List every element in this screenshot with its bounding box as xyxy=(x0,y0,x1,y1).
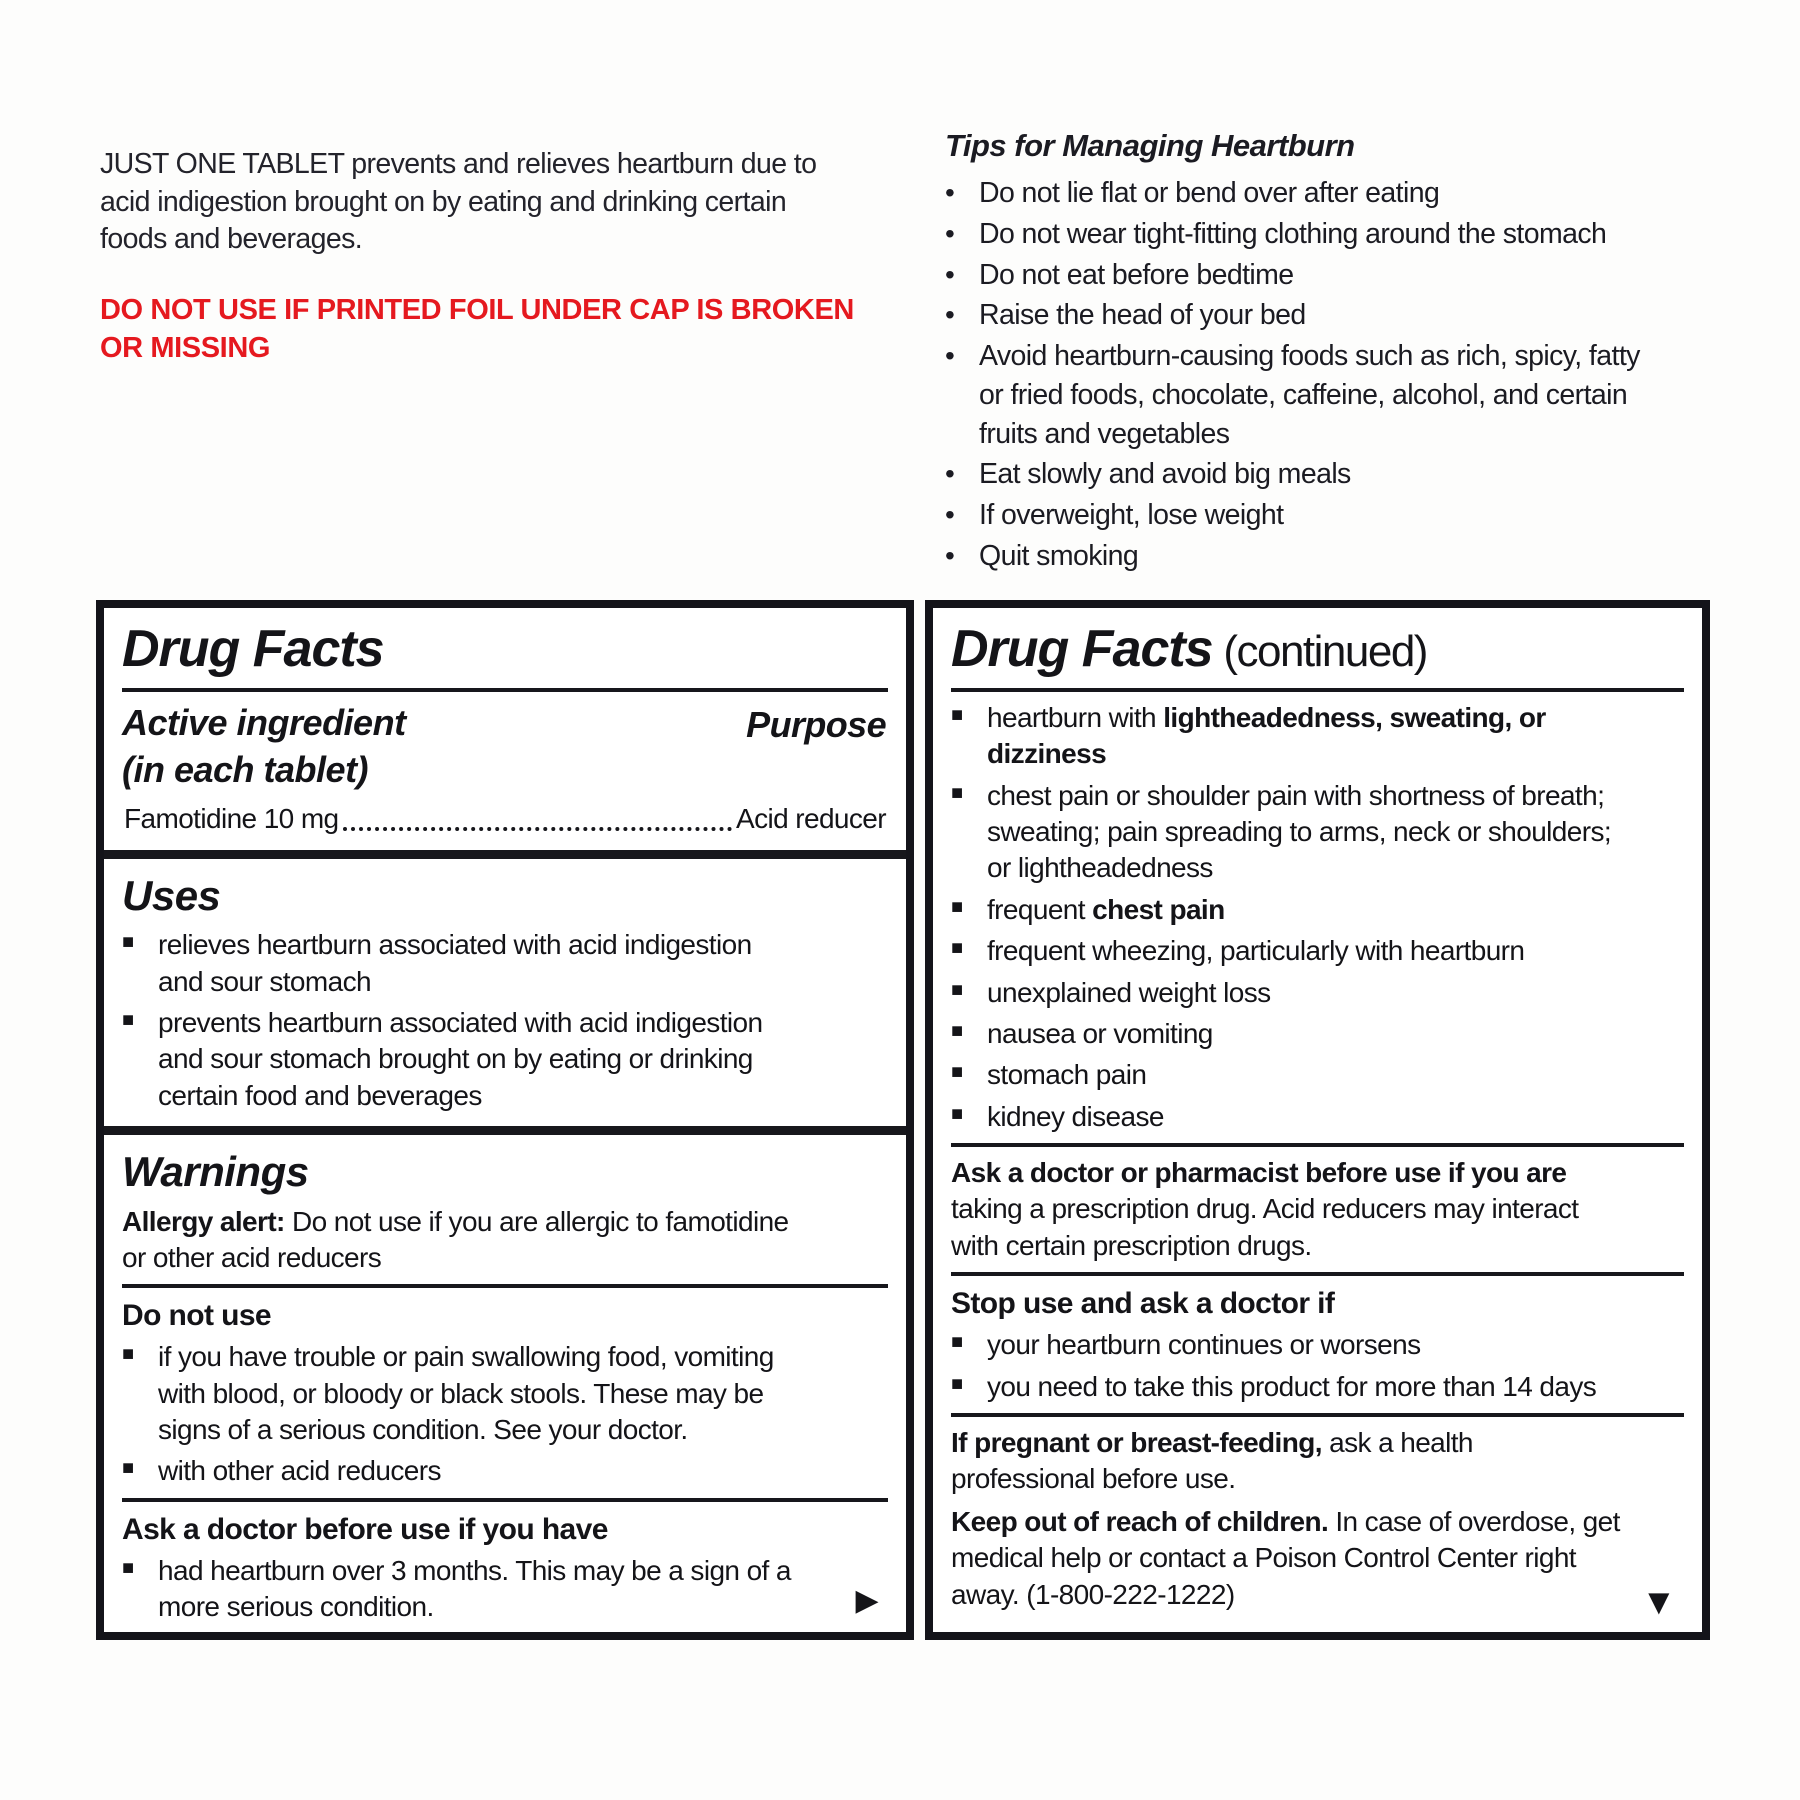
square-bullet-icon: ■ xyxy=(951,781,963,804)
tips-title: Tips for Managing Heartburn xyxy=(945,128,1355,163)
square-bullet-icon: ■ xyxy=(951,1019,963,1042)
square-bullet-icon: ■ xyxy=(122,1343,134,1366)
drug-facts-continued-title: Drug Facts (continued) xyxy=(951,620,1427,678)
symptom-item: ■ chest pain or shoulder pain with shortness of breath; sweating; pain spreading to arms, neck or shoulders; or lightheadedness xyxy=(951,778,1684,887)
use-item: ■ prevents heartburn associated with acid indigestion and sour stomach brought on by eating or drinking certain food and beverages xyxy=(122,1005,888,1114)
divider xyxy=(951,688,1684,692)
symptom-item: ■ stomach pain xyxy=(951,1057,1684,1093)
symptoms-list xyxy=(951,700,1684,1135)
purpose-label: Purpose xyxy=(746,703,886,745)
dot-bullet-icon: • xyxy=(945,177,955,208)
dot-bullet-icon: • xyxy=(945,539,955,571)
symptom-item: ■ unexplained weight loss xyxy=(951,975,1684,1011)
ask-pharmacist-note: Ask a doctor or pharmacist before use if you are taking a prescription drug. Acid reducers may interact with certain prescription drugs. xyxy=(951,1157,1579,1261)
dot-bullet-icon: • xyxy=(945,499,955,530)
warnings-title: Warnings xyxy=(122,1148,309,1196)
symptom-item: ■ frequent chest pain xyxy=(951,892,1684,928)
tip-item: • Raise the head of your bed xyxy=(945,296,1725,335)
square-bullet-icon: ■ xyxy=(951,703,963,726)
drug-facts-continued-box xyxy=(925,600,1710,1640)
keep-out-of-reach-note: Keep out of reach of children. In case of overdose, get medical help or contact a Poison Control Center right away. (1-800-222-1222) xyxy=(951,1505,1620,1610)
drug-facts-title: Drug Facts xyxy=(122,620,384,678)
foil-warning: DO NOT USE IF PRINTED FOIL UNDER CAP IS BROKEN OR MISSING xyxy=(100,293,854,365)
purpose-value: Acid reducer xyxy=(736,803,886,835)
square-bullet-icon: ■ xyxy=(951,1061,963,1084)
tip-item: • Avoid heartburn-causing foods such as rich, spicy, fatty or fried foods, chocolate, caffeine, alcohol, and certain fruits and vegetables xyxy=(945,337,1725,453)
divider xyxy=(122,1498,888,1502)
ingredient-name: Famotidine 10 mg xyxy=(124,803,339,835)
do-not-use-list xyxy=(122,1339,888,1490)
square-bullet-icon: ■ xyxy=(122,1556,134,1579)
stop-use-item: ■ your heartburn continues or worsens xyxy=(951,1327,1684,1363)
tips-list xyxy=(945,174,1725,576)
dot-bullet-icon: • xyxy=(945,299,955,331)
square-bullet-icon: ■ xyxy=(122,931,134,954)
warnings-section xyxy=(120,1147,890,1626)
square-bullet-icon: ■ xyxy=(951,895,963,918)
do-not-use-heading: Do not use xyxy=(122,1299,271,1333)
continued-down-arrow-icon: ▼ xyxy=(1640,1581,1676,1622)
stop-use-item: ■ you need to take this product for more than 14 days xyxy=(951,1369,1684,1405)
pregnancy-note: If pregnant or breast-feeding, ask a health professional before use. xyxy=(951,1427,1473,1495)
active-ingredient-section xyxy=(122,700,888,838)
uses-title: Uses xyxy=(122,871,221,919)
square-bullet-icon: ■ xyxy=(122,1008,134,1031)
dot-bullet-icon: • xyxy=(945,340,955,371)
dot-bullet-icon: • xyxy=(945,217,955,249)
ask-doctor-item: ■ had heartburn over 3 months. This may be a sign of a more serious condition. xyxy=(122,1553,888,1626)
dot-bullet-icon: • xyxy=(945,258,955,290)
square-bullet-icon: ■ xyxy=(951,978,963,1001)
divider-thick xyxy=(104,850,906,859)
ingredient-row xyxy=(124,801,886,837)
allergy-alert: Allergy alert: Do not use if you are allergic to famotidine or other acid reducers xyxy=(122,1205,789,1273)
intro-section xyxy=(100,146,900,367)
tip-item: • Quit smoking xyxy=(945,537,1725,576)
symptom-item: ■ frequent wheezing, particularly with heartburn xyxy=(951,933,1684,969)
tip-item: • Do not lie flat or bend over after eating xyxy=(945,174,1725,213)
divider xyxy=(951,1272,1684,1276)
stop-use-heading: Stop use and ask a doctor if xyxy=(951,1287,1335,1321)
intro-paragraph: JUST ONE TABLET prevents and relieves heartburn due to acid indigestion brought on by eating and drinking certain foods and beverages. xyxy=(100,148,817,256)
continued-right-arrow-icon: ▶ xyxy=(855,1584,878,1617)
stop-use-list xyxy=(951,1327,1684,1405)
do-not-use-item: ■ with other acid reducers xyxy=(122,1453,888,1489)
square-bullet-icon: ■ xyxy=(951,1372,963,1395)
dotted-leader xyxy=(343,827,732,831)
symptom-item: ■ heartburn with lightheadedness, sweating, or dizziness xyxy=(951,700,1684,773)
use-item: ■ relieves heartburn associated with acid indigestion and sour stomach xyxy=(122,927,888,1000)
tip-item: • Do not wear tight-fitting clothing around the stomach xyxy=(945,215,1725,254)
symptom-item: ■ nausea or vomiting xyxy=(951,1016,1684,1052)
divider-thick xyxy=(104,1126,906,1135)
square-bullet-icon: ■ xyxy=(951,937,963,960)
tip-item: • Do not eat before bedtime xyxy=(945,256,1725,295)
divider xyxy=(122,688,888,692)
square-bullet-icon: ■ xyxy=(122,1457,134,1480)
divider xyxy=(122,1284,888,1288)
uses-section xyxy=(120,871,890,1114)
tips-section xyxy=(945,128,1725,578)
ask-doctor-heading: Ask a doctor before use if you have xyxy=(122,1512,608,1546)
dot-bullet-icon: • xyxy=(945,458,955,490)
divider xyxy=(951,1143,1684,1147)
tip-item: • If overweight, lose weight xyxy=(945,496,1725,535)
symptom-item: ■ kidney disease xyxy=(951,1099,1684,1135)
tip-item: • Eat slowly and avoid big meals xyxy=(945,455,1725,494)
ask-doctor-list xyxy=(122,1553,888,1626)
square-bullet-icon: ■ xyxy=(951,1331,963,1354)
square-bullet-icon: ■ xyxy=(951,1102,963,1125)
drug-facts-box xyxy=(96,600,914,1640)
divider xyxy=(951,1413,1684,1417)
do-not-use-item: ■ if you have trouble or pain swallowing food, vomiting with blood, or bloody or black stools. These may be signs of a serious condition. See your doctor. xyxy=(122,1339,888,1448)
uses-list xyxy=(122,927,888,1114)
active-ingredient-heading: Active ingredient (in each tablet) xyxy=(122,701,406,790)
